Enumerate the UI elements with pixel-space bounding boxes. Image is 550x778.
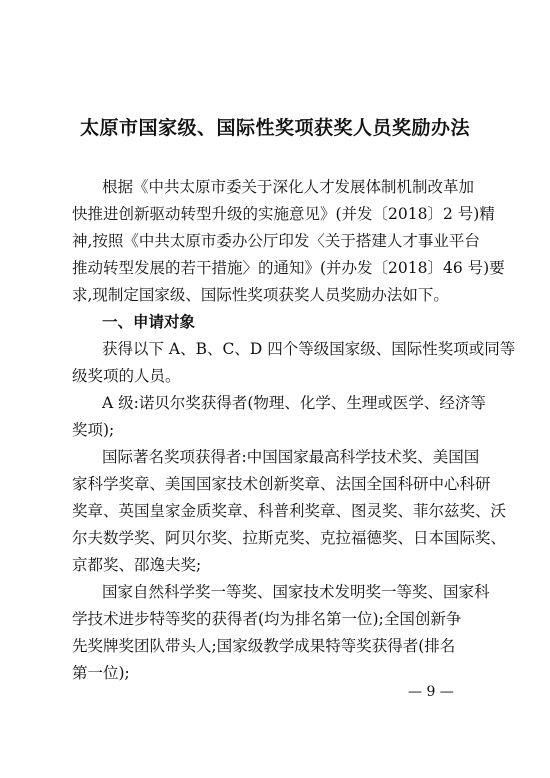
paragraph-line: A 级:诺贝尔奖获得者(物理、化学、生理或医学、经济等 bbox=[102, 394, 486, 412]
paragraph-line: 快推进创新驱动转型升级的实施意见》(并发〔2018〕2 号)精 bbox=[72, 205, 495, 223]
section-heading: 一、申请对象 bbox=[102, 313, 196, 331]
document-title: 太原市国家级、国际性奖项获奖人员奖励办法 bbox=[79, 117, 470, 139]
paragraph-line: 奖项); bbox=[72, 421, 115, 439]
paragraph-line: 国家自然科学奖一等奖、国家技术发明奖一等奖、国家科 bbox=[102, 583, 490, 601]
paragraph-line: 级奖项的人员。 bbox=[72, 367, 181, 385]
paragraph-line: 尔夫数学奖、阿贝尔奖、拉斯克奖、克拉福德奖、日本国际奖、 bbox=[72, 529, 507, 547]
paragraph-line: 京都奖、邵逸夫奖; bbox=[72, 556, 202, 574]
paragraph-line: 家科学奖章、美国国家技术创新奖章、法国全国科研中心科研 bbox=[72, 475, 491, 493]
paragraph-line: 神,按照《中共太原市委办公厅印发〈关于搭建人才事业平台 bbox=[72, 232, 480, 250]
paragraph-line: 奖章、英国皇家金质奖章、科普利奖章、图灵奖、菲尔兹奖、沃 bbox=[72, 502, 507, 520]
page-number: — 9 — bbox=[408, 684, 454, 700]
paragraph-line: 获得以下 A、B、C、D 四个等级国家级、国际性奖项或同等 bbox=[102, 340, 516, 358]
paragraph-line: 求,现制定国家级、国际性奖项获奖人员奖励办法如下。 bbox=[72, 286, 449, 304]
paragraph-line: 先奖牌奖团队带头人;国家级教学成果特等奖获得者(排名 bbox=[72, 637, 456, 655]
paragraph-line: 第一位); bbox=[72, 664, 130, 682]
paragraph-line: 学技术进步特等奖的获得者(均为排名第一位);全国创新争 bbox=[72, 610, 462, 628]
paragraph-line: 根据《中共太原市委关于深化人才发展体制机制改革加 bbox=[102, 178, 475, 196]
paragraph-line: 国际著名奖项获得者:中国国家最高科学技术奖、美国国 bbox=[102, 448, 480, 466]
paragraph-line: 推动转型发展的若干措施〉的通知》(并办发〔2018〕46 号)要 bbox=[72, 259, 505, 277]
